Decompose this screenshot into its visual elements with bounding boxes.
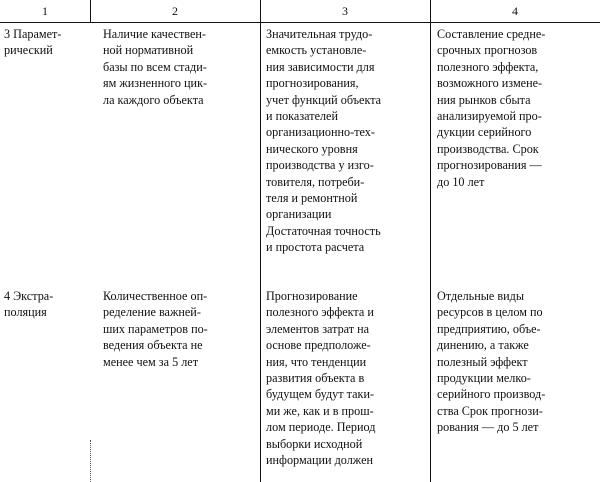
text-line: теля и ремонтной [266,191,358,206]
header-col-4: 4 [512,4,518,18]
text-line: ства Срок прогнози- [437,403,543,418]
text-line: организации [266,207,332,222]
text-line: Значительная трудо- [266,27,373,41]
text-line: Составление средне- [437,27,546,41]
text-line: основе предположе- [266,338,371,353]
text-line: лом периоде. Период [266,420,376,435]
text-line: ния рынков сбыта [437,92,531,107]
text-line: производства у изго- [266,158,374,173]
text-line: Наличие качествен- [103,27,206,41]
text-line: ших параметров по- [103,321,208,336]
row-parametric-col2 [103,26,258,108]
text-line: рования — до 5 лет [437,420,539,435]
text-line: элементов затрат на [266,321,370,336]
text-line: до 10 лет [437,174,485,189]
text-line: товителя, потреби- [266,174,365,189]
text-line: анализируемой про- [437,109,542,124]
text-line: полезного эффекта, [437,59,539,74]
text-line: Прогнозирование [266,289,358,303]
text-line: Отдельные виды [437,289,525,303]
row-label-line: поляция [4,305,47,320]
text-line: серийного производ- [437,387,546,402]
header-col-2: 2 [172,4,178,18]
text-line: развития объекта в [266,371,365,386]
row-label-line: 4 Экстра- [4,289,54,303]
text-line: дукции серийного [437,125,532,140]
column-divider [430,0,431,482]
row-parametric-col4 [437,26,599,190]
text-line: ния зависимости для [266,59,375,74]
text-line: и показателей [266,109,338,124]
text-line: полезный эффект [437,354,528,369]
row-label-line: 3 Парамет- [4,27,62,41]
text-line: ми же, как и в прош- [266,403,374,418]
text-line: Количественное оп- [103,289,208,303]
text-line: ведения объекта не [103,338,203,353]
column-divider-fragment [90,440,91,482]
text-line: базы по всем стади- [103,59,207,74]
text-line: динению, а также [437,338,529,353]
text-line: выборки исходной [266,436,363,451]
text-line: емкость установле- [266,43,367,58]
text-line: нического уровня [266,141,358,156]
text-line: ной нормативной [103,43,194,58]
row-parametric-col3 [266,26,428,256]
header-col-1: 1 [42,4,48,18]
text-line: организационно-тех- [266,125,375,140]
row-label-parametric [4,26,88,59]
text-line: возможного измене- [437,76,543,91]
header-col-3: 3 [342,4,348,18]
row-extrapolation-col2 [103,288,258,370]
text-line: полезного эффекта и [266,305,374,320]
text-line: будущем будут таки- [266,387,375,402]
text-line: срочных прогнозов [437,43,538,58]
row-extrapolation-col4 [437,288,599,436]
text-line: и простота расчета [266,240,365,255]
text-line: предприятию, объе- [437,321,541,336]
text-line: прогнозирования — [437,158,542,173]
text-line: менее чем за 5 лет [103,354,199,369]
text-line: ределение важней- [103,305,201,320]
text-line: ния, что тенденции [266,354,367,369]
text-line: ла каждого объекта [103,92,204,107]
column-divider [90,0,91,22]
text-line: информации должен [266,453,374,468]
row-extrapolation-col3 [266,288,428,468]
row-label-line: рический [4,43,53,58]
text-line: производства. Срок [437,141,539,156]
text-line: ресурсов в целом по [437,305,543,320]
text-line: ям жизненного цик- [103,76,208,91]
text-line: Достаточная точность [266,223,381,238]
text-line: прогнозирования, [266,76,359,91]
column-divider [260,0,261,482]
text-line: продукции мелко- [437,371,531,386]
row-label-extrapolation [4,288,88,321]
text-line: учет функций объекта [266,92,382,107]
